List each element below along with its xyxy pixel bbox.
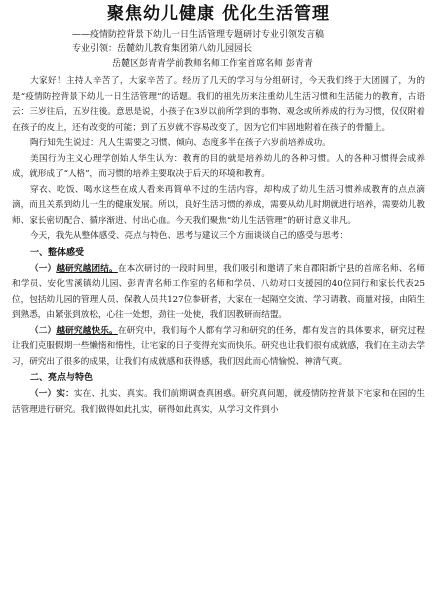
item-body-happiness: 在研究中，我们每个人都有学习和研究的任务，都有发言的具体要求，研究过程让我们克服假期一些懒惰和惰性，让宅家的日子变得充实而快乐。研究也让我们很有成就感，我们在主动去学习，研究出了很多的成果，让我们有成就感和获得感，我们因此而心情愉悦、神清气爽。: [12, 325, 425, 367]
item-body-unity: 在本次研讨的一段时间里，我们吸引和邀请了来自郡阳新宁县的首席名师、名师和学员、安化雪溪镇幼儿园、彭青青名师工作室的名师和学员、八幼对口支援园的40位同行和家长代表25位，包括幼儿园的管理人员、保教人员共127位参研者，大家在一起隔空交流、学习请教、商量对接，由陌生到熟悉，由紧张到放松，心往一处想，劲往一处使，我们因教研而结盟。: [12, 263, 425, 320]
item-number: （一）: [30, 389, 57, 399]
document-title: 聚焦幼儿健康 优化生活管理: [107, 4, 330, 24]
paragraph-outline: 今天，我先从整体感受、亮点与特色、思考与建议三个方面谈谈自己的感受与思考：: [30, 231, 348, 241]
item-title-happiness: 越研究越快乐。: [56, 325, 118, 336]
item-title-unity: 越研究越团结。: [56, 263, 118, 274]
item-body-solid: 实在、扎实、真实。我们前期调查真困惑。研究真问题，就疫情防控背景下宅家和在园的生活管理进行研究。我们做得如此扎实，研得如此真实，从学习文件到小: [12, 389, 425, 415]
section-heading-overall: 一、整体感受: [30, 247, 85, 258]
item-title-solid: 实：: [56, 389, 74, 399]
document-subtitle: ——疫情防控背景下幼儿一日生活管理专题研讨专业引领发言稿: [72, 30, 325, 40]
item-number: （一）: [30, 263, 57, 274]
highlight-item-solid: [12, 387, 425, 418]
overall-item-unity: [12, 262, 425, 324]
professional-leader: 专业引领：岳麓幼儿教育集团第八幼儿园园长: [72, 44, 253, 54]
paragraph-tao-xingzhi: 陶行知先生说过：凡人生需要之习惯、倾向、态度多半在孩子六岁前培养成功。: [30, 138, 331, 148]
author-line: 岳麓区彭青青学前教师名师工作室首席名师 彭青青: [112, 59, 313, 69]
paragraph-watson: 美国行为主义心理学创始人华生认为：教育的目的就是培养幼儿的各种习惯。人的各种习惯得会成养成，就形成了“人格”，而习惯的培养主要取决于后天的环境和教育。: [12, 153, 425, 179]
section-heading-highlights: 二、亮点与特色: [30, 373, 94, 383]
paragraph-daily-life: 穿衣、吃饭、喝水这些在成人看来再简单不过的生活内容，却构成了幼儿生活习惯养成教育的点点滴滴，而且关系到幼儿一生的健康发展。所以，良好生活习惯的养成，需要从幼儿时期就进行培养，需要幼儿教师、家长密切配合、循序渐进、付出心血。今天我们聚焦“幼儿生活管理”的研讨意义非凡。: [12, 184, 425, 226]
overall-item-happiness: [12, 324, 425, 371]
paragraph-intro: 大家好！主持人辛苦了，大家辛苦了。经历了几天的学习与分组研讨，今天我们终于大团圆了，为的是“疫情防控背景下幼儿一日生活管理”的话题。我们的祖先历来注重幼儿生活习惯和生活能力的教育，古语云：三岁往后，五岁往後。意思是说，小孩子在3岁以前所学到的事物、观念或所养成的行为习惯，仅仅附着在孩子的皮上，还有改变的可能；到了五岁就不容易改变了，因为它们牢固地附着在孩子的骨髓上。: [12, 76, 425, 133]
item-number: （二）: [30, 325, 57, 336]
